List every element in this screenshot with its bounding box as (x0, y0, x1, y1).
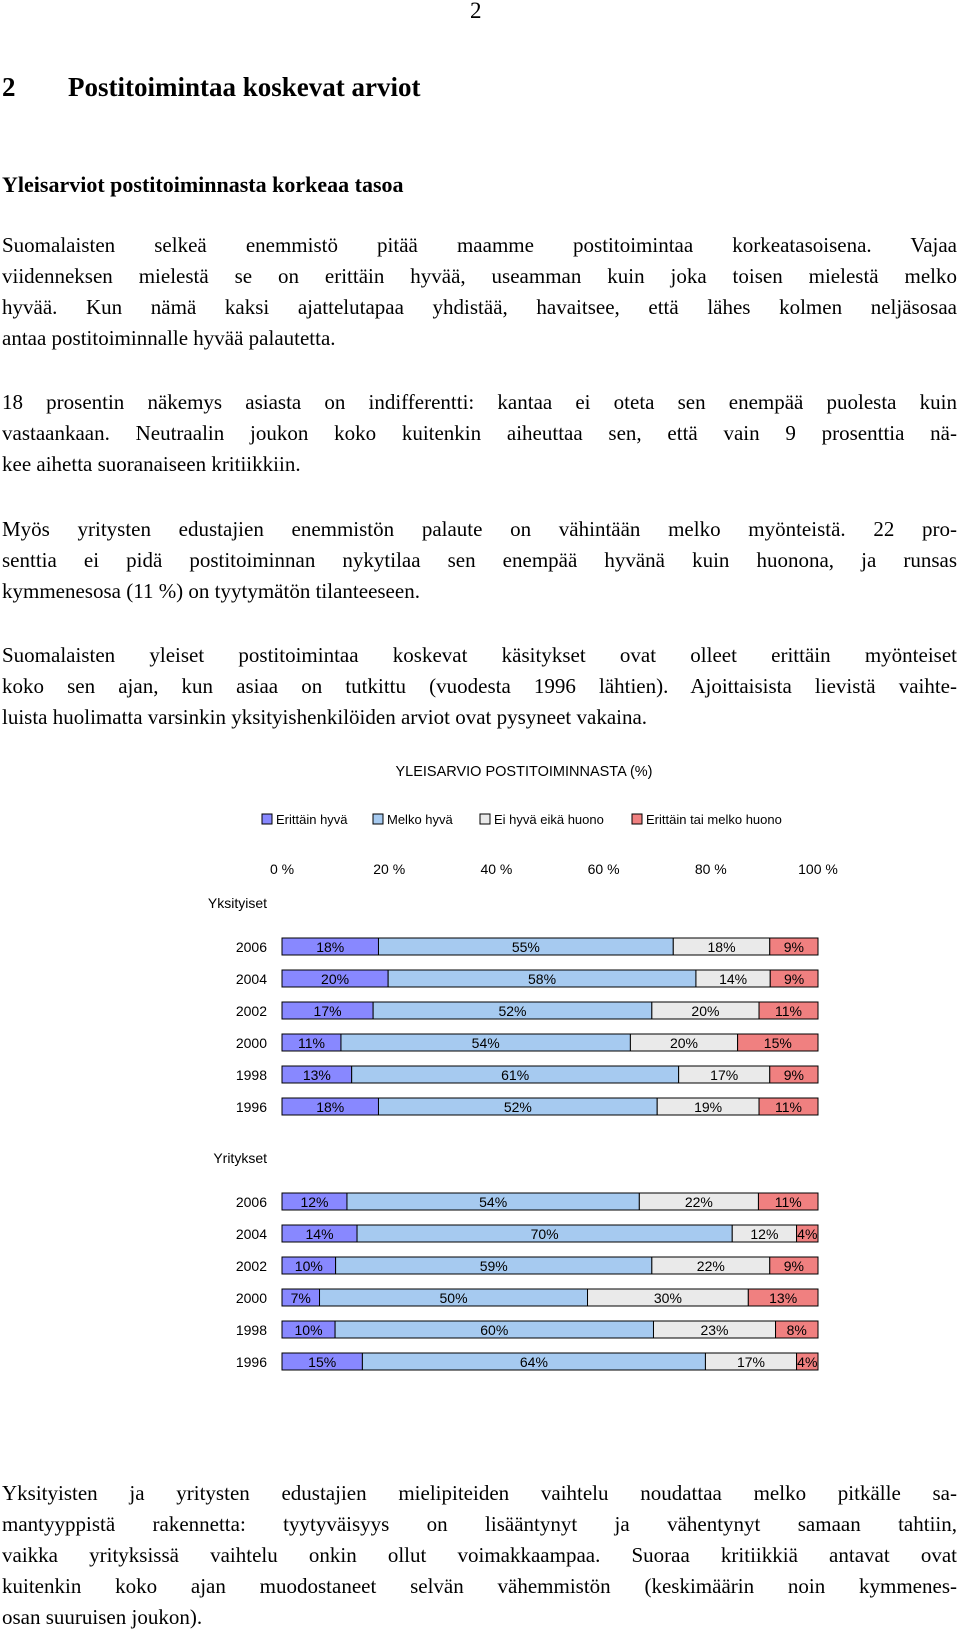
x-tick-label: 60 % (587, 861, 620, 877)
paragraph-line: luista huolimatta varsinkin yksityishenkilöiden arviot ovat pysyneet vakaina. (2, 705, 648, 729)
data-label: 9% (784, 971, 805, 987)
data-label: 9% (783, 939, 804, 955)
data-label: 14% (719, 971, 748, 987)
page-number: 2 (470, 0, 482, 23)
category-label: 2004 (235, 971, 267, 987)
category-label: 2004 (235, 1226, 267, 1242)
data-label: 8% (786, 1322, 807, 1338)
data-label: 17% (736, 1354, 766, 1370)
data-label: 52% (503, 1099, 532, 1115)
group-label-1: Yksityiset (207, 895, 267, 911)
data-label: 20% (321, 971, 350, 987)
paragraph-3 (2, 514, 957, 607)
paragraph-line: kymmenesosa (11 %) on tyytymätön tilanteeseen. (2, 579, 420, 603)
paragraph-line: koko sen ajan, kun asiaa on tutkittu (vuodesta 1996 lähtien). Ajoittaisista lievistä vaihte- (2, 674, 957, 698)
x-tick-label: 20 % (373, 861, 406, 877)
data-label: 52% (498, 1003, 527, 1019)
data-label: 58% (528, 971, 557, 987)
data-label: 15% (308, 1354, 337, 1370)
paragraph-4 (2, 640, 957, 733)
data-label: 11% (775, 1099, 803, 1115)
category-label: 2000 (235, 1290, 267, 1306)
data-label: 22% (684, 1194, 713, 1210)
category-label: 1998 (235, 1067, 267, 1083)
category-label: 2002 (235, 1258, 267, 1274)
section-number: 2 (2, 72, 16, 102)
data-label: 12% (300, 1194, 329, 1210)
subheading: Yleisarviot postitoiminnasta korkeaa tasoa (2, 172, 404, 197)
x-tick-label: 100 % (798, 861, 838, 877)
data-label: 9% (783, 1258, 804, 1274)
x-tick-label: 80 % (694, 861, 727, 877)
data-label: 17% (710, 1067, 739, 1083)
paragraph-line: Yksityisten ja yritysten edustajien mielipiteiden vaihtelu noudattaa melko pitkälle sa- (2, 1481, 957, 1505)
data-label: 54% (471, 1035, 500, 1051)
data-label: 18% (707, 939, 736, 955)
data-label: 23% (700, 1322, 729, 1338)
paragraph-line: vaikka yrityksissä vaihtelu onkin ollut voimakkaampaa. Suoraa kritiikkiä antavat ovat (2, 1543, 957, 1567)
category-label: 2002 (235, 1003, 267, 1019)
paragraph-line: 18 prosentin näkemys asiasta on indifferentti: kantaa ei oteta sen enempää puolesta kuin (2, 390, 957, 414)
category-label: 2006 (235, 1194, 267, 1210)
category-label: 1998 (235, 1322, 267, 1338)
legend-swatch-4 (632, 814, 642, 824)
category-label: 2000 (235, 1035, 267, 1051)
category-label: 1996 (235, 1099, 267, 1115)
legend-swatch-2 (373, 814, 383, 824)
paragraph-line: Myös yritysten edustajien enemmistön palaute on vähintään melko myönteistä. 22 pro- (2, 517, 957, 541)
paragraph-line: mantyyppistä rakennetta: tyytyväisyys on lisääntynyt ja vähentynyt samaan tahtiin, (2, 1512, 957, 1536)
data-label: 60% (480, 1322, 509, 1338)
data-label: 4% (797, 1354, 818, 1370)
paragraph-line: viidenneksen mielestä se on erittäin hyvää, useamman kuin joka toisen mielestä melko (2, 264, 957, 288)
section-title: Postitoimintaa koskevat arviot (68, 72, 421, 102)
legend-label-1: Erittäin hyvä (276, 812, 348, 827)
data-label: 17% (313, 1003, 342, 1019)
paragraph-line: Suomalaisten selkeä enemmistö pitää maamme postitoimintaa korkeatasoisena. Vajaa (2, 233, 957, 257)
legend-swatch-1 (262, 814, 272, 824)
data-label: 11% (297, 1035, 325, 1051)
data-label: 70% (530, 1226, 559, 1242)
data-label: 19% (694, 1099, 723, 1115)
group-label-2: Yritykset (213, 1150, 267, 1166)
data-label: 20% (669, 1035, 699, 1051)
data-label: 22% (696, 1258, 725, 1274)
legend-label-4: Erittäin tai melko huono (646, 812, 782, 827)
chart-title: YLEISARVIO POSTITOIMINNASTA (%) (395, 764, 653, 780)
data-label: 59% (479, 1258, 508, 1274)
section-heading (2, 72, 420, 103)
legend-label-3: Ei hyvä eikä huono (494, 812, 604, 827)
data-label: 11% (775, 1003, 803, 1019)
data-label: 64% (519, 1354, 548, 1370)
data-label: 10% (294, 1322, 323, 1338)
paragraph-line: Suomalaisten yleiset postitoimintaa koskevat käsitykset ovat olleet erittäin myönteiset (2, 643, 957, 667)
data-label: 14% (305, 1226, 334, 1242)
x-tick-label: 40 % (480, 861, 513, 877)
data-label: 50% (439, 1290, 468, 1306)
category-label: 1996 (235, 1354, 267, 1370)
paragraph-line: antaa postitoiminnalle hyvää palautetta. (2, 326, 336, 350)
data-label: 18% (316, 1099, 345, 1115)
x-tick-label: 0 % (269, 861, 295, 877)
legend-swatch-3 (480, 814, 490, 824)
legend-label-2: Melko hyvä (387, 812, 453, 827)
data-label: 4% (797, 1226, 818, 1242)
paragraph-line: senttia ei pidä postitoiminnan nykytilaa sen enempää hyvänä kuin huonona, ja runsas (2, 548, 957, 572)
data-label: 15% (763, 1035, 792, 1051)
data-label: 30% (653, 1290, 682, 1306)
paragraph-line: vastaankaan. Neutraalin joukon koko kuitenkin aiheuttaa sen, että vain 9 prosenttia nä- (2, 421, 957, 445)
data-label: 12% (750, 1226, 779, 1242)
stacked-bar-chart (0, 758, 960, 1448)
data-label: 10% (294, 1258, 323, 1274)
paragraph-line: kee aihetta suoranaiseen kritiikkiin. (2, 452, 301, 476)
data-label: 55% (511, 939, 540, 955)
data-label: 13% (769, 1290, 798, 1306)
data-label: 20% (691, 1003, 720, 1019)
data-label: 54% (479, 1194, 508, 1210)
paragraph-line: hyvää. Kun nämä kaksi ajattelutapaa yhdistää, havaitsee, että lähes kolmen neljäsosaa (2, 295, 957, 319)
data-label: 11% (774, 1194, 802, 1210)
paragraph-1 (2, 230, 957, 354)
category-label: 2006 (235, 939, 267, 955)
data-label: 7% (290, 1290, 311, 1306)
paragraph-line: osan suuruisen joukon). (2, 1605, 203, 1629)
data-label: 61% (501, 1067, 530, 1083)
paragraph-line: kuitenkin koko ajan muodostaneet selvän vähemmistön (keskimäärin noin kymmenes- (2, 1574, 957, 1598)
paragraph-5 (2, 1478, 957, 1633)
paragraph-2 (2, 387, 957, 480)
data-label: 13% (302, 1067, 331, 1083)
data-label: 9% (783, 1067, 804, 1083)
data-label: 18% (316, 939, 345, 955)
